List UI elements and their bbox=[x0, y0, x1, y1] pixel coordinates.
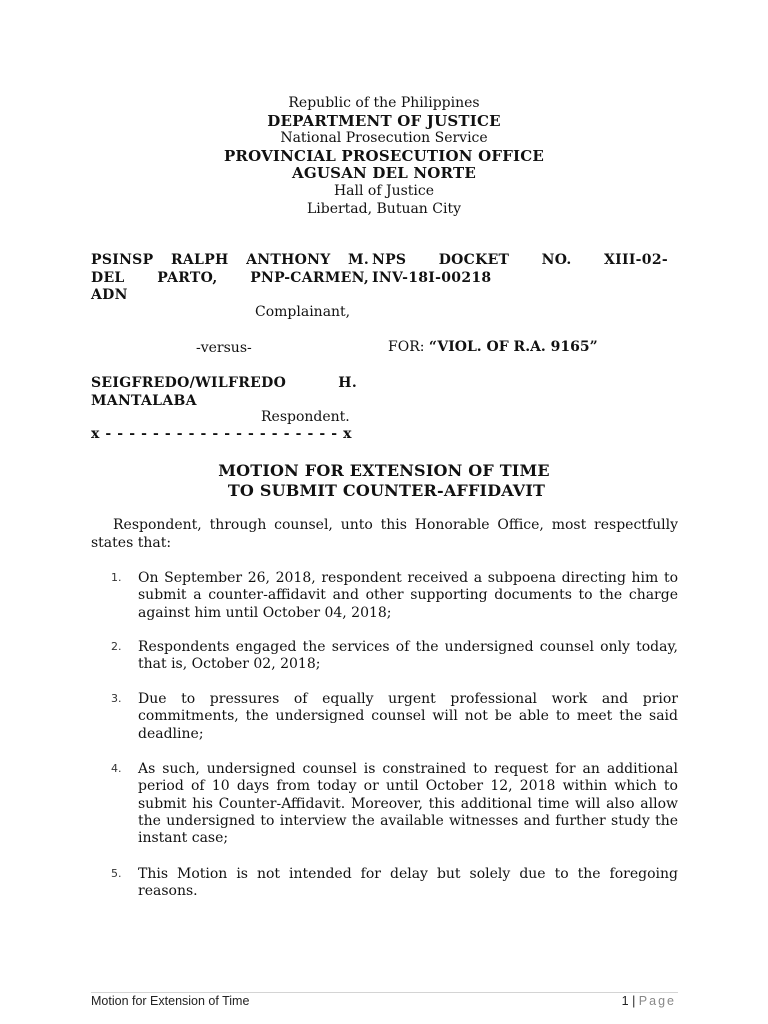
complainant-name-line3: ADN bbox=[91, 287, 128, 303]
list-item-number: 1. bbox=[111, 571, 122, 584]
charge-line bbox=[388, 339, 598, 355]
list-item-number: 2. bbox=[111, 640, 122, 653]
docket-number-line1: NPS DOCKET NO. XIII-02- bbox=[372, 252, 668, 268]
complainant-name-line2: DEL PARTO, PNP-CARMEN, bbox=[91, 269, 369, 286]
header-province: AGUSAN DEL NORTE bbox=[292, 164, 476, 183]
docket-number bbox=[372, 252, 668, 287]
header-service: National Prosecution Service bbox=[280, 130, 488, 147]
page-label: Page bbox=[638, 994, 676, 1008]
header-republic: Republic of the Philippines bbox=[288, 95, 480, 111]
list-item-text: Due to pressures of equally urgent professional work and prior commitments, the undersigned counsel will not be able to meet the said deadline; bbox=[138, 691, 678, 742]
motion-title-line1: MOTION FOR EXTENSION OF TIME bbox=[218, 461, 550, 480]
list-item-number: 4. bbox=[111, 762, 122, 775]
motion-title bbox=[0, 461, 768, 501]
respondent-label: Respondent. bbox=[261, 409, 350, 425]
footer-title: Motion for Extension of Time bbox=[91, 994, 250, 1008]
header-hall: Hall of Justice bbox=[333, 182, 435, 199]
list-item-text: Respondents engaged the services of the undersigned counsel only today, that is, October 02, 2018; bbox=[138, 639, 678, 673]
list-item-text: As such, undersigned counsel is constrained to request for an additional period of 10 days from today or until October 12, 2018 within which to submit his Counter-Affidavit. Moreover, this additional time will also allow the undersigned to interview the available witnesses and further study the instant case; bbox=[138, 761, 678, 847]
complainant-name bbox=[91, 252, 369, 305]
respondent-name-line1: SEIGFREDO/WILFREDO H. bbox=[91, 375, 357, 391]
header-office: PROVINCIAL PROSECUTION OFFICE bbox=[223, 146, 545, 165]
page-number: 1 bbox=[621, 994, 629, 1008]
complainant-label: Complainant, bbox=[255, 304, 351, 320]
list-item-number: 5. bbox=[111, 867, 122, 880]
office-header bbox=[0, 95, 768, 218]
docket-number-line2: INV-18I-00218 bbox=[372, 269, 492, 286]
charge-text: “VIOL. OF R.A. 9165” bbox=[428, 339, 598, 355]
respondent-name-line2: MANTALABA bbox=[91, 392, 197, 409]
footer-page-indicator bbox=[622, 994, 676, 1008]
caption-separator: x - - - - - - - - - - - - - - - - - - - - x bbox=[91, 426, 353, 442]
intro-paragraph: Respondent, through counsel, unto this Honorable Office, most respectfully states that: bbox=[91, 517, 678, 551]
header-address: Libertad, Butuan City bbox=[306, 200, 462, 217]
list-item-text: On September 26, 2018, respondent received a subpoena directing him to submit a counter-affidavit and other supporting documents to the charge against him until October 04, 2018; bbox=[138, 570, 678, 621]
for-label: FOR: bbox=[388, 339, 429, 355]
versus-label: -versus- bbox=[196, 340, 252, 356]
list-item-text: This Motion is not intended for delay but solely due to the foregoing reasons. bbox=[138, 866, 678, 900]
header-department: DEPARTMENT OF JUSTICE bbox=[267, 111, 501, 130]
page-separator: | bbox=[628, 994, 639, 1008]
footer-divider bbox=[91, 992, 678, 993]
list-item-number: 3. bbox=[111, 692, 122, 705]
motion-title-line2: TO SUBMIT COUNTER-AFFIDAVIT bbox=[227, 481, 546, 500]
complainant-name-line1: PSINSP RALPH ANTHONY M. bbox=[91, 252, 369, 268]
respondent-name bbox=[91, 375, 357, 410]
